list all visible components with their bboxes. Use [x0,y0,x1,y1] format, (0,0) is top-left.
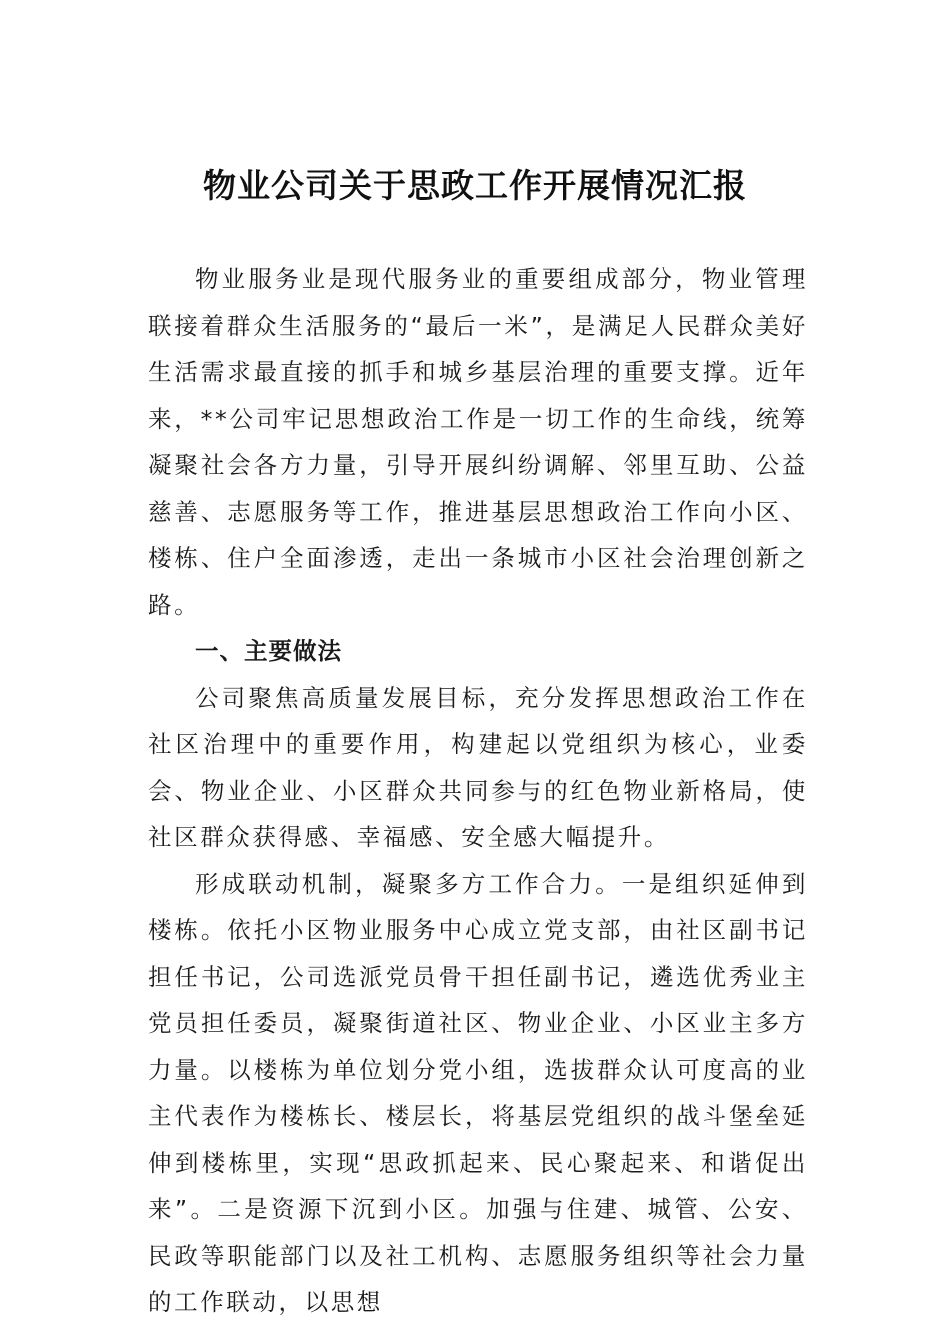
section-paragraph: 公司聚焦高质量发展目标，充分发挥思想政治工作在社区治理中的重要作用，构建起以党组织为核心，业委会、物业企业、小区群众共同参与的红色物业新格局，使社区群众获得感、幸福感、安全感大幅提升。 [148,683,808,851]
intro-paragraph: 物业服务业是现代服务业的重要组成部分，物业管理联接着群众生活服务的“最后一米”，是满足人民群众美好生活需求最直接的抓手和城乡基层治理的重要支撑。近年来，**公司牢记思想政治工作是一切工作的生命线，统筹凝聚社会各方力量，引导开展纠纷调解、邻里互助、公益慈善、志愿服务等工作，推进基层思想政治工作向小区、楼栋、住户全面渗透，走出一条城市小区社会治理创新之路。 [148,265,808,619]
document-body [148,256,808,1326]
mechanism-paragraph: 形成联动机制，凝聚多方工作合力。一是组织延伸到楼栋。依托小区物业服务中心成立党支部，由社区副书记担任书记，公司选派党员骨干担任副书记，遴选优秀业主党员担任委员，凝聚街道社区、物业企业、小区业主多方力量。以楼栋为单位划分党小组，选拔群众认可度高的业主代表作为楼栋长、楼层长，将基层党组织的战斗堡垒延伸到楼栋里，实现“思政抓起来、民心聚起来、和谐促出来”。二是资源下沉到小区。加强与住建、城管、公安、民政等职能部门以及社工机构、志愿服务组织等社会力量的工作联动，以思想 [148,869,808,1316]
document-title: 物业公司关于思政工作开展情况汇报 [203,166,747,205]
section-heading: 一、主要做法 [195,637,342,665]
